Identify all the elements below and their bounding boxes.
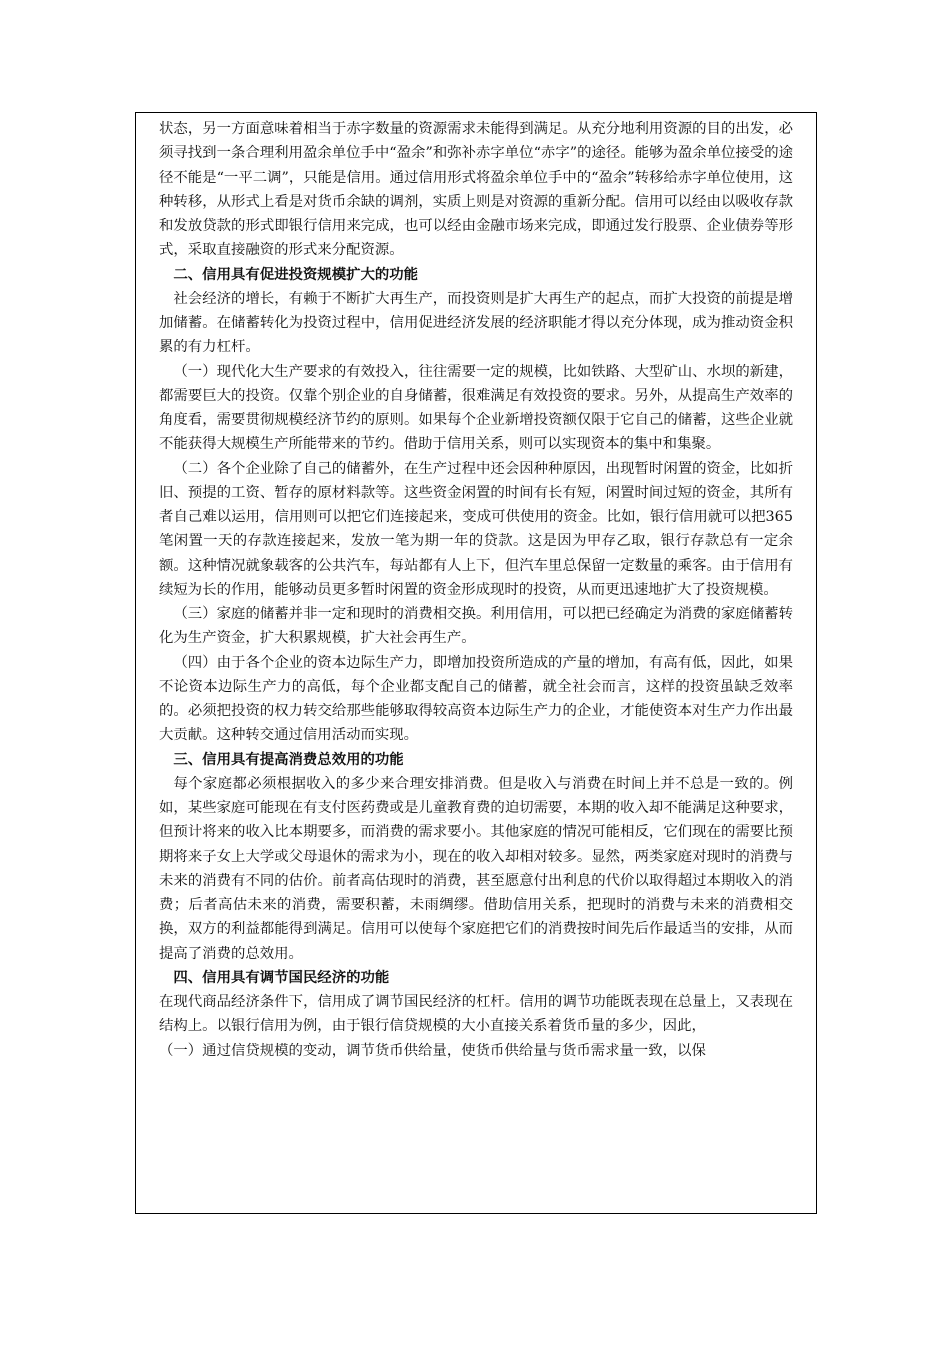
paragraph-investment-point-4: （四）由于各个企业的资本边际生产力，即增加投资所造成的产量的增加，有高有低，因此，如果不论资本边际生产力的高低，每个企业都支配自己的储蓄，就全社会而言，这样的投资虽缺乏效率的。必须把投资的权力转交给那些能够取得较高资本边际生产力的企业，才能使资本对生产力作出最大贡献。这种转交通过信用活动而实现。 — [159, 654, 793, 744]
paragraph-regulation-point-1: （一）通过信贷规模的变动，调节货币供给量，使货币供给量与货币需求量一致，以保 — [159, 1042, 706, 1059]
section-heading-2: 二、信用具有促进投资规模扩大的功能 — [173, 266, 419, 283]
paragraph-investment-point-1: （一）现代化大生产要求的有效投入，往往需要一定的规模，比如铁路、大型矿山、水坝的新建，都需要巨大的投资。仅靠个别企业的自身储蓄，很难满足有效投资的要求。另外，从提高生产效率的角度看，需要贯彻规模经济节约的原则。如果每个企业新增投资额仅限于它自己的储蓄，这些企业就不能获得大规模生产所能带来的节约。借助于信用关系，则可以实现资本的集中和集聚。 — [159, 363, 793, 453]
paragraph-investment-point-2: （二）各个企业除了自己的储蓄外，在生产过程中还会因种种原因，出现暂时闲置的资金，比如折旧、预提的工资、暂存的原材料款等。这些资金闲置的时间有长有短，闲置时间过短的资金，其所有者自己难以运用，信用则可以把它们连接起来，变成可供使用的资金。比如，银行信用就可以把365笔闲置一天的存款连接起来，发放一笔为期一年的贷款。这是因为甲存乙取，银行存款总有一定余额。这种情况就象载客的公共汽车，每站都有人上下，但汽车里总保留一定数量的乘客。由于信用有续短为长的作用，能够动员更多暂时闲置的资金形成现时的投资，从而更迅速地扩大了投资规模。 — [159, 460, 793, 598]
paragraph-intro-continuation: 状态，另一方面意味着相当于赤字数量的资源需求未能得到满足。从充分地利用资源的目的出发，必须寻找到一条合理利用盈余单位手中“盈余”和弥补赤字单位“赤字”的途径。能够为盈余单位接受的途径不能是“一平二调”，只能是信用。通过信用形式将盈余单位手中的“盈余”转移给赤字单位使用，这种转移，从形式上看是对货币余缺的调剂，实质上则是对资源的重新分配。信用可以经由以吸收存款和发放贷款的形式即银行信用来完成，也可以经由金融市场来完成，即通过发行股票、企业债券等形式，采取直接融资的形式来分配资源。 — [159, 121, 793, 259]
paragraph-regulation-intro: 在现代商品经济条件下，信用成了调节国民经济的杠杆。信用的调节功能既表现在总量上，又表现在结构上。以银行信用为例，由于银行信贷规模的大小直接关系着货币量的多少，因此， — [159, 994, 793, 1035]
paragraph-investment-intro: 社会经济的增长，有赖于不断扩大再生产，而投资则是扩大再生产的起点，而扩大投资的前提是增加储蓄。在储蓄转化为投资过程中，信用促进经济发展的经济职能才得以充分体现，成为推动资金积累的有力杠杆。 — [159, 290, 793, 356]
section-heading-3: 三、信用具有提高消费总效用的功能 — [173, 751, 404, 768]
section-heading-4: 四、信用具有调节国民经济的功能 — [173, 969, 390, 986]
paragraph-investment-point-3: （三）家庭的储蓄并非一定和现时的消费相交换。利用信用，可以把已经确定为消费的家庭储蓄转化为生产资金，扩大积累规模，扩大社会再生产。 — [159, 606, 793, 647]
paragraph-consumption: 每个家庭都必须根据收入的多少来合理安排消费。但是收入与消费在时间上并不总是一致的。例如，某些家庭可能现在有支付医药费或是儿童教育费的迫切需要，本期的收入却不能满足这种要求，但预计将来的收入比本期要多，而消费的需求要小。其他家庭的情况可能相反，它们现在的需要比预期将来子女上大学或父母退休的需求为小，现在的收入却相对较多。显然，两类家庭对现时的消费与未来的消费有不同的估价。前者高估现时的消费，甚至愿意付出利息的代价以取得超过本期收入的消费；后者高估未来的消费，需要积蓄，未雨绸缪。借助信用关系，把现时的消费与未来的消费相交换，双方的利益都能得到满足。信用可以使每个家庭把它们的消费按时间先后作最适当的安排，从而提高了消费的总效用。 — [159, 775, 793, 962]
document-frame — [135, 112, 817, 1214]
